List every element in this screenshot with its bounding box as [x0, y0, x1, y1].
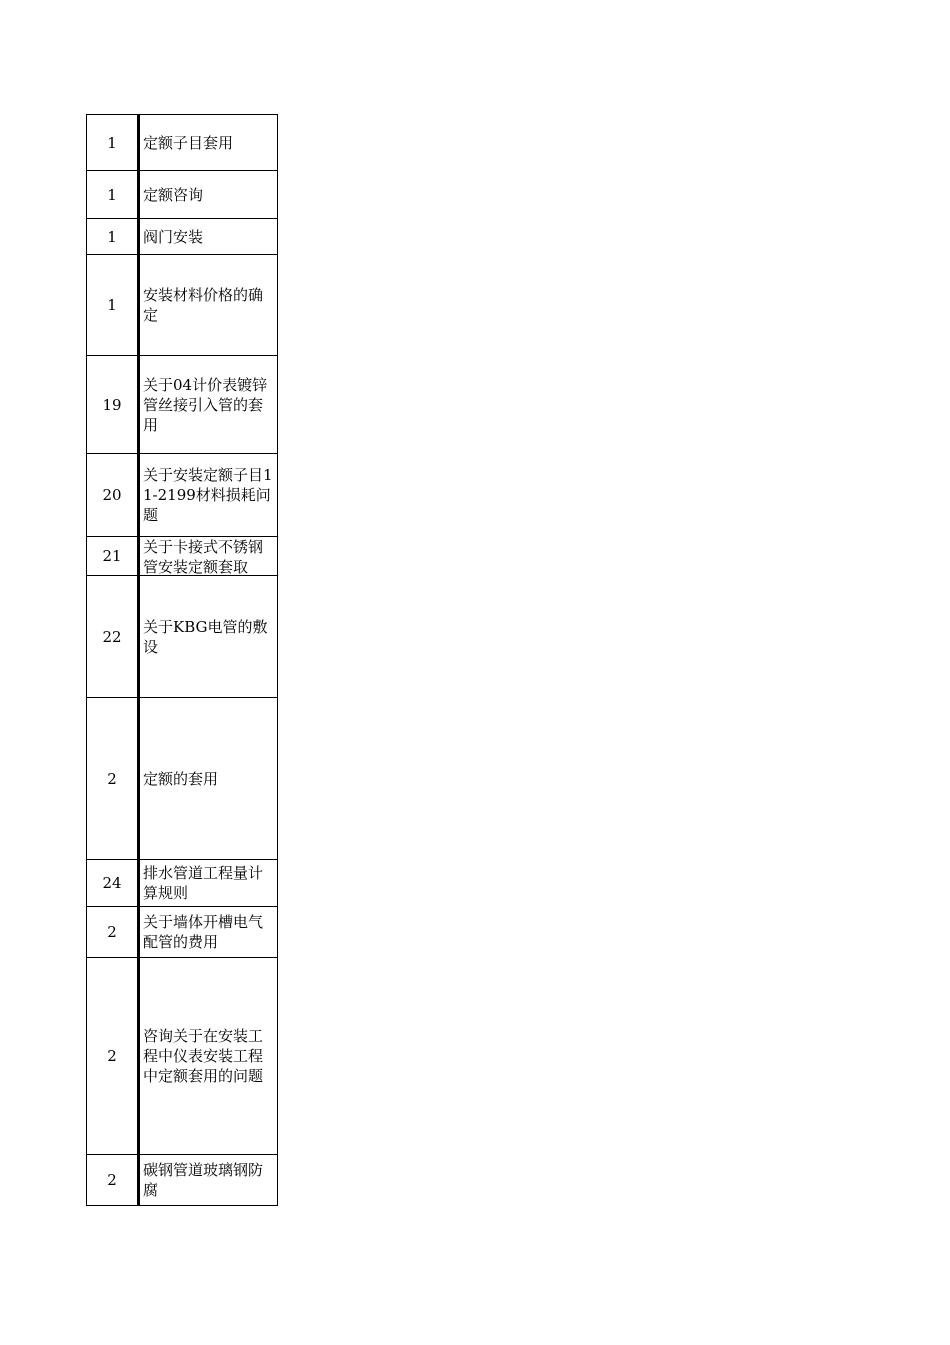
row-number: 2	[87, 907, 139, 958]
row-number: 19	[87, 356, 139, 454]
row-title-text: 关于卡接式不锈钢管安装定额套取	[143, 538, 264, 574]
table-row	[87, 171, 278, 219]
table-row	[87, 576, 278, 698]
table-row	[87, 115, 278, 171]
row-number: 1	[87, 171, 139, 219]
table-row	[87, 356, 278, 454]
table-row	[87, 698, 278, 860]
row-number: 22	[87, 576, 139, 698]
row-title: 关于安装定额子目11-2199材料损耗问题	[139, 454, 278, 537]
table-row	[87, 1155, 278, 1206]
row-number: 20	[87, 454, 139, 537]
row-title: 关于墙体开槽电气配管的费用	[139, 907, 278, 958]
row-title: 关于04计价表镀锌管丝接引入管的套用	[139, 356, 278, 454]
question-table	[86, 114, 278, 1206]
row-number: 2	[87, 698, 139, 860]
row-number: 1	[87, 255, 139, 356]
row-title: 安装材料价格的确定	[139, 255, 278, 356]
row-title: 阀门安装	[139, 219, 278, 255]
row-title: 定额的套用	[139, 698, 278, 860]
row-title: 定额子目套用	[139, 115, 278, 171]
table-row	[87, 537, 278, 576]
row-number: 1	[87, 219, 139, 255]
row-number: 2	[87, 958, 139, 1155]
row-number: 1	[87, 115, 139, 171]
row-number: 24	[87, 860, 139, 907]
row-title	[139, 537, 278, 576]
row-number: 2	[87, 1155, 139, 1206]
row-title: 关于KBG电管的敷设	[139, 576, 278, 698]
table-row	[87, 219, 278, 255]
row-title: 排水管道工程量计算规则	[139, 860, 278, 907]
row-title: 碳钢管道玻璃钢防腐	[139, 1155, 278, 1206]
table-row	[87, 860, 278, 907]
row-title: 定额咨询	[139, 171, 278, 219]
table-row	[87, 454, 278, 537]
row-title: 咨询关于在安装工程中仪表安装工程中定额套用的问题	[139, 958, 278, 1155]
table-row	[87, 907, 278, 958]
table-row	[87, 958, 278, 1155]
table-row	[87, 255, 278, 356]
row-number: 21	[87, 537, 139, 576]
